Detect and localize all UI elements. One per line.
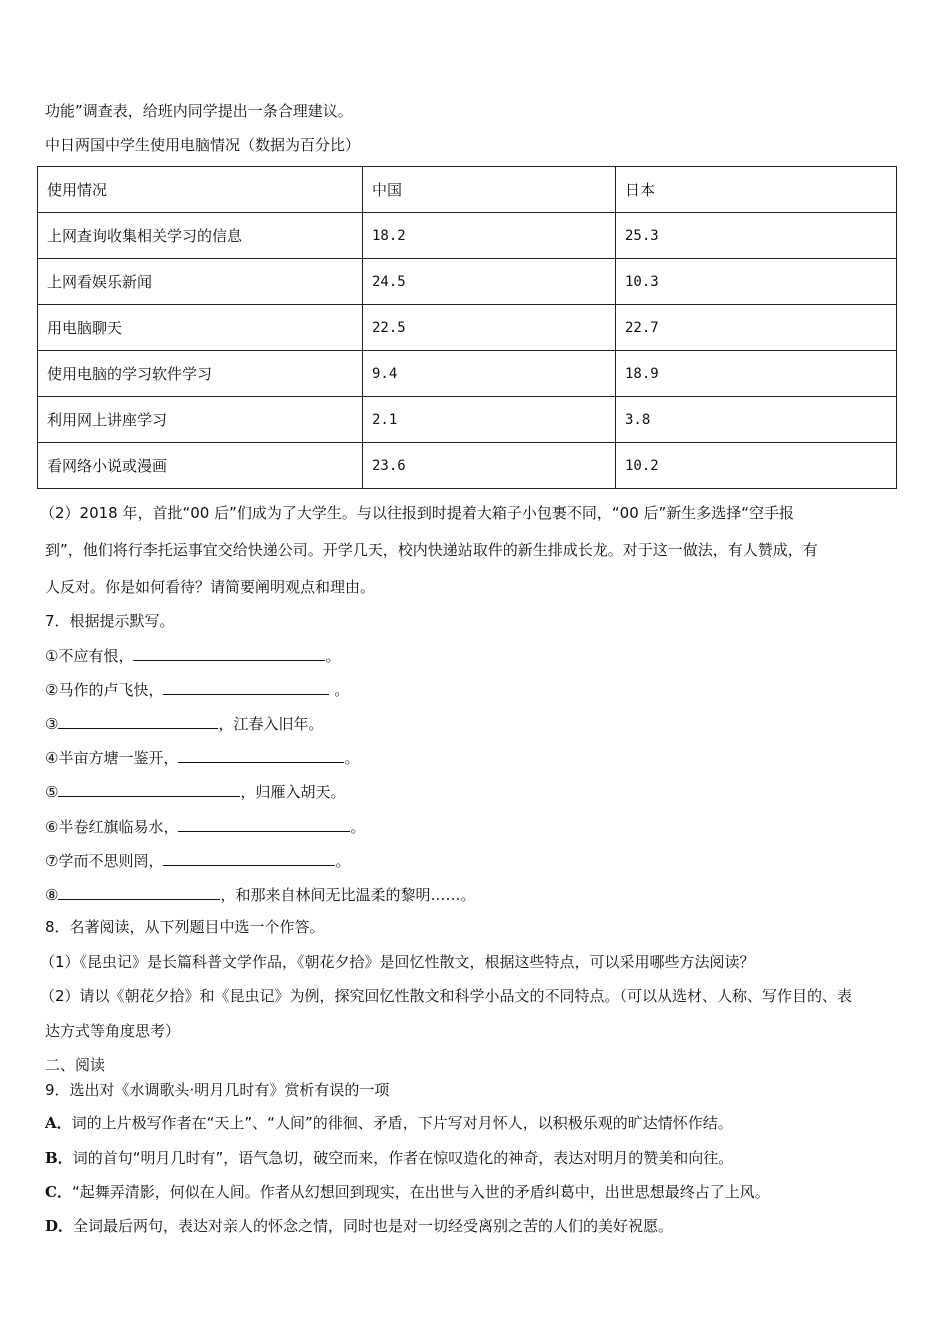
china-value: 18.2 — [363, 213, 616, 259]
item-number: ② — [45, 681, 59, 699]
item-number: ③ — [45, 715, 59, 733]
q9-option-d[interactable] — [45, 1216, 673, 1236]
q9-option-a[interactable] — [45, 1113, 733, 1133]
q6-part2-line3: 人反对。你是如何看待？请简要阐明观点和理由。 — [45, 578, 376, 596]
japan-value: 25.3 — [616, 213, 897, 259]
option-text: “起舞弄清影，何似在人间。作者从幻想回到现实，在出世与入世的矛盾纠葛中，出世思想最终占了上风。 — [71, 1183, 770, 1201]
china-value: 23.6 — [363, 443, 616, 489]
china-value: 2.1 — [363, 397, 616, 443]
q7-item-5 — [45, 781, 345, 802]
japan-value: 18.9 — [616, 351, 897, 397]
option-text: 词的上片极写作者在“天上”、“人间”的徘徊、矛盾，下片写对月怀人，以积极乐观的旷达情怀作结。 — [71, 1114, 733, 1132]
japan-value: 22.7 — [616, 305, 897, 351]
row-label: 使用电脑的学习软件学习 — [38, 351, 363, 397]
option-text: 全词最后两句，表达对亲人的怀念之情，同时也是对一切经受离别之苦的人们的美好祝愿。 — [73, 1217, 674, 1235]
q7-item-8 — [45, 884, 475, 905]
answer-blank[interactable] — [178, 816, 350, 832]
row-label: 上网看娱乐新闻 — [38, 259, 363, 305]
china-value: 9.4 — [363, 351, 616, 397]
option-label: D． — [45, 1217, 74, 1235]
q7-item-7 — [45, 850, 350, 871]
japan-value: 10.2 — [616, 443, 897, 489]
item-number: ⑧ — [45, 886, 59, 904]
option-label: A． — [45, 1114, 72, 1132]
item-number: ① — [45, 647, 59, 665]
table-header-row — [38, 167, 897, 213]
answer-blank[interactable] — [58, 713, 218, 729]
q7-item-3 — [45, 713, 323, 734]
item-after: 。 — [325, 647, 341, 665]
item-after: ，江春入旧年。 — [218, 715, 324, 733]
q8-part2-line2: 达方式等角度思考） — [45, 1022, 181, 1040]
answer-blank[interactable] — [178, 747, 344, 763]
row-label: 用电脑聊天 — [38, 305, 363, 351]
item-number: ④ — [45, 749, 59, 767]
japan-value: 10.3 — [616, 259, 897, 305]
row-label: 看网络小说或漫画 — [38, 443, 363, 489]
q7-title: 7．根据提示默写。 — [45, 612, 175, 630]
q6-part2-line1: （2）2018 年，首批“00 后”们成为了大学生。与以往报到时提着大箱子小包裹不同，“00 后”新生多选择“空手报 — [40, 504, 795, 522]
answer-blank[interactable] — [163, 679, 329, 695]
item-before: 半亩方塘一鉴开， — [58, 749, 179, 767]
table-row — [38, 351, 897, 397]
section-title-reading: 二、阅读 — [45, 1056, 106, 1074]
item-number: ⑥ — [45, 818, 59, 836]
q8-part1: （1）《昆虫记》是长篇科普文学作品，《朝花夕拾》是回忆性散文，根据这些特点，可以采用哪些方法阅读？ — [40, 953, 755, 971]
q9-option-c[interactable] — [45, 1182, 770, 1202]
table-row — [38, 213, 897, 259]
china-value: 22.5 — [363, 305, 616, 351]
q9-option-b[interactable] — [45, 1148, 733, 1168]
item-after: 。 — [335, 852, 351, 870]
q7-item-2 — [45, 679, 349, 700]
item-before: 不应有恨， — [58, 647, 134, 665]
item-before: 学而不思则罔， — [58, 852, 164, 870]
q7-item-6 — [45, 816, 365, 837]
q7-item-1 — [45, 645, 340, 666]
answer-blank[interactable] — [133, 645, 325, 661]
intro-line: 功能”调查表，给班内同学提出一条合理建议。 — [45, 102, 353, 120]
computer-usage-table — [37, 166, 897, 489]
item-after: ，和那来自林间无比温柔的黎明……。 — [220, 886, 476, 904]
table-row — [38, 305, 897, 351]
option-text: 词的首句“明月几时有”，语气急切，破空而来，作者在惊叹造化的神奇，表达对明月的赞美和向往。 — [72, 1149, 734, 1167]
item-after: 。 — [344, 749, 360, 767]
item-before: 马作的卢飞快， — [58, 681, 164, 699]
q8-part2-line1: （2）请以《朝花夕拾》和《昆虫记》为例，探究回忆性散文和科学小品文的不同特点。（可以从选材、人称、写作目的、表 — [40, 987, 853, 1005]
item-after: 。 — [329, 681, 350, 699]
q6-part2-line2: 到”，他们将行李托运事宜交给快递公司。开学几天，校内快递站取件的新生排成长龙。对于这一做法，有人赞成，有 — [45, 541, 818, 559]
q8-title: 8．名著阅读，从下列题目中选一个作答。 — [45, 918, 325, 936]
answer-blank[interactable] — [163, 850, 335, 866]
header-china: 中国 — [363, 167, 616, 213]
item-number: ⑤ — [45, 783, 59, 801]
item-before: 半卷红旗临易水， — [58, 818, 179, 836]
item-after: 。 — [350, 818, 366, 836]
china-value: 24.5 — [363, 259, 616, 305]
row-label: 上网查询收集相关学习的信息 — [38, 213, 363, 259]
table-caption: 中日两国中学生使用电脑情况（数据为百分比） — [45, 136, 361, 154]
option-label: C． — [45, 1183, 72, 1201]
item-number: ⑦ — [45, 852, 59, 870]
answer-blank[interactable] — [58, 781, 240, 797]
table-row — [38, 397, 897, 443]
japan-value: 3.8 — [616, 397, 897, 443]
table-row — [38, 443, 897, 489]
option-label: B． — [45, 1149, 73, 1167]
q7-item-4 — [45, 747, 359, 768]
table-row — [38, 259, 897, 305]
row-label: 利用网上讲座学习 — [38, 397, 363, 443]
answer-blank[interactable] — [58, 884, 220, 900]
q9-title: 9．选出对《水调歌头·明月几时有》赏析有误的一项 — [45, 1081, 390, 1099]
item-after: ，归雁入胡天。 — [240, 783, 346, 801]
header-japan: 日本 — [616, 167, 897, 213]
header-usage: 使用情况 — [38, 167, 363, 213]
